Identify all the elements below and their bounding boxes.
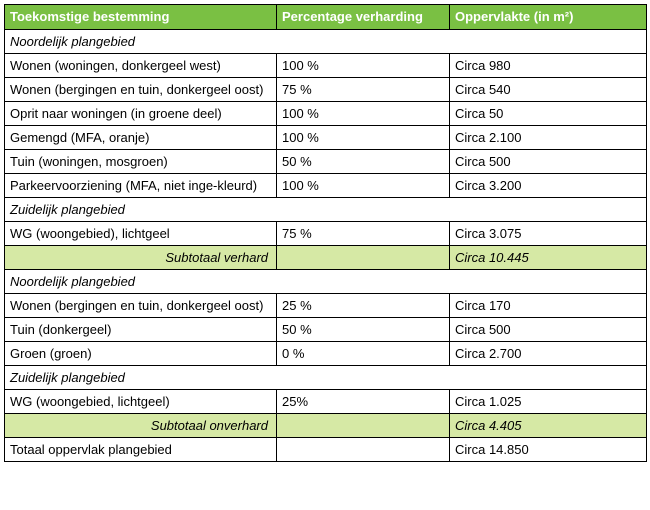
percentage-cell: 100 % bbox=[277, 54, 450, 78]
table-row bbox=[5, 174, 647, 198]
bestemming-cell: WG (woongebied, lichtgeel) bbox=[5, 390, 277, 414]
percentage-cell: 100 % bbox=[277, 102, 450, 126]
percentage-cell: 0 % bbox=[277, 342, 450, 366]
oppervlakte-cell: Circa 3.075 bbox=[450, 222, 647, 246]
header-oppervlakte: Oppervlakte (in m²) bbox=[450, 5, 647, 30]
percentage-cell: 50 % bbox=[277, 150, 450, 174]
section-row bbox=[5, 198, 647, 222]
header-percentage: Percentage verharding bbox=[277, 5, 450, 30]
percentage-cell: 75 % bbox=[277, 222, 450, 246]
table-row bbox=[5, 102, 647, 126]
percentage-cell bbox=[277, 414, 450, 438]
bestemming-cell: Tuin (woningen, mosgroen) bbox=[5, 150, 277, 174]
oppervlakte-cell: Circa 2.700 bbox=[450, 342, 647, 366]
table-body bbox=[5, 30, 647, 462]
oppervlakte-cell: Circa 14.850 bbox=[450, 438, 647, 462]
bestemming-cell: Parkeervoorziening (MFA, niet inge-kleurd) bbox=[5, 174, 277, 198]
header-bestemming: Toekomstige bestemming bbox=[5, 5, 277, 30]
oppervlakte-cell: Circa 500 bbox=[450, 318, 647, 342]
section-label: Noordelijk plangebied bbox=[5, 270, 647, 294]
percentage-cell bbox=[277, 438, 450, 462]
oppervlakte-cell: Circa 1.025 bbox=[450, 390, 647, 414]
oppervlakte-cell: Circa 540 bbox=[450, 78, 647, 102]
table-row bbox=[5, 438, 647, 462]
table-row bbox=[5, 126, 647, 150]
bestemming-cell: Wonen (woningen, donkergeel west) bbox=[5, 54, 277, 78]
section-label: Zuidelijk plangebied bbox=[5, 198, 647, 222]
table-row bbox=[5, 294, 647, 318]
percentage-cell bbox=[277, 246, 450, 270]
table-row bbox=[5, 342, 647, 366]
percentage-cell: 100 % bbox=[277, 126, 450, 150]
table-row bbox=[5, 390, 647, 414]
section-row bbox=[5, 366, 647, 390]
percentage-cell: 25% bbox=[277, 390, 450, 414]
bestemming-cell: WG (woongebied), lichtgeel bbox=[5, 222, 277, 246]
bestemming-cell: Subtotaal onverhard bbox=[5, 414, 277, 438]
section-label: Zuidelijk plangebied bbox=[5, 366, 647, 390]
oppervlakte-cell: Circa 50 bbox=[450, 102, 647, 126]
table-row bbox=[5, 54, 647, 78]
percentage-cell: 75 % bbox=[277, 78, 450, 102]
table-row bbox=[5, 318, 647, 342]
percentage-cell: 25 % bbox=[277, 294, 450, 318]
oppervlakte-cell: Circa 3.200 bbox=[450, 174, 647, 198]
bestemming-cell: Totaal oppervlak plangebied bbox=[5, 438, 277, 462]
table-row bbox=[5, 78, 647, 102]
bestemming-cell: Oprit naar woningen (in groene deel) bbox=[5, 102, 277, 126]
bestemming-cell: Gemengd (MFA, oranje) bbox=[5, 126, 277, 150]
section-label: Noordelijk plangebied bbox=[5, 30, 647, 54]
percentage-cell: 50 % bbox=[277, 318, 450, 342]
oppervlakte-cell: Circa 980 bbox=[450, 54, 647, 78]
subtotal-row bbox=[5, 246, 647, 270]
subtotal-row bbox=[5, 414, 647, 438]
header-row bbox=[5, 5, 647, 30]
oppervlakte-cell: Circa 2.100 bbox=[450, 126, 647, 150]
percentage-cell: 100 % bbox=[277, 174, 450, 198]
area-table bbox=[4, 4, 647, 462]
oppervlakte-cell: Circa 170 bbox=[450, 294, 647, 318]
oppervlakte-cell: Circa 500 bbox=[450, 150, 647, 174]
bestemming-cell: Subtotaal verhard bbox=[5, 246, 277, 270]
oppervlakte-cell: Circa 4.405 bbox=[450, 414, 647, 438]
bestemming-cell: Tuin (donkergeel) bbox=[5, 318, 277, 342]
table-container bbox=[4, 4, 647, 462]
bestemming-cell: Wonen (bergingen en tuin, donkergeel oost) bbox=[5, 78, 277, 102]
table-row bbox=[5, 222, 647, 246]
table-row bbox=[5, 150, 647, 174]
section-row bbox=[5, 30, 647, 54]
bestemming-cell: Wonen (bergingen en tuin, donkergeel oost) bbox=[5, 294, 277, 318]
section-row bbox=[5, 270, 647, 294]
oppervlakte-cell: Circa 10.445 bbox=[450, 246, 647, 270]
bestemming-cell: Groen (groen) bbox=[5, 342, 277, 366]
